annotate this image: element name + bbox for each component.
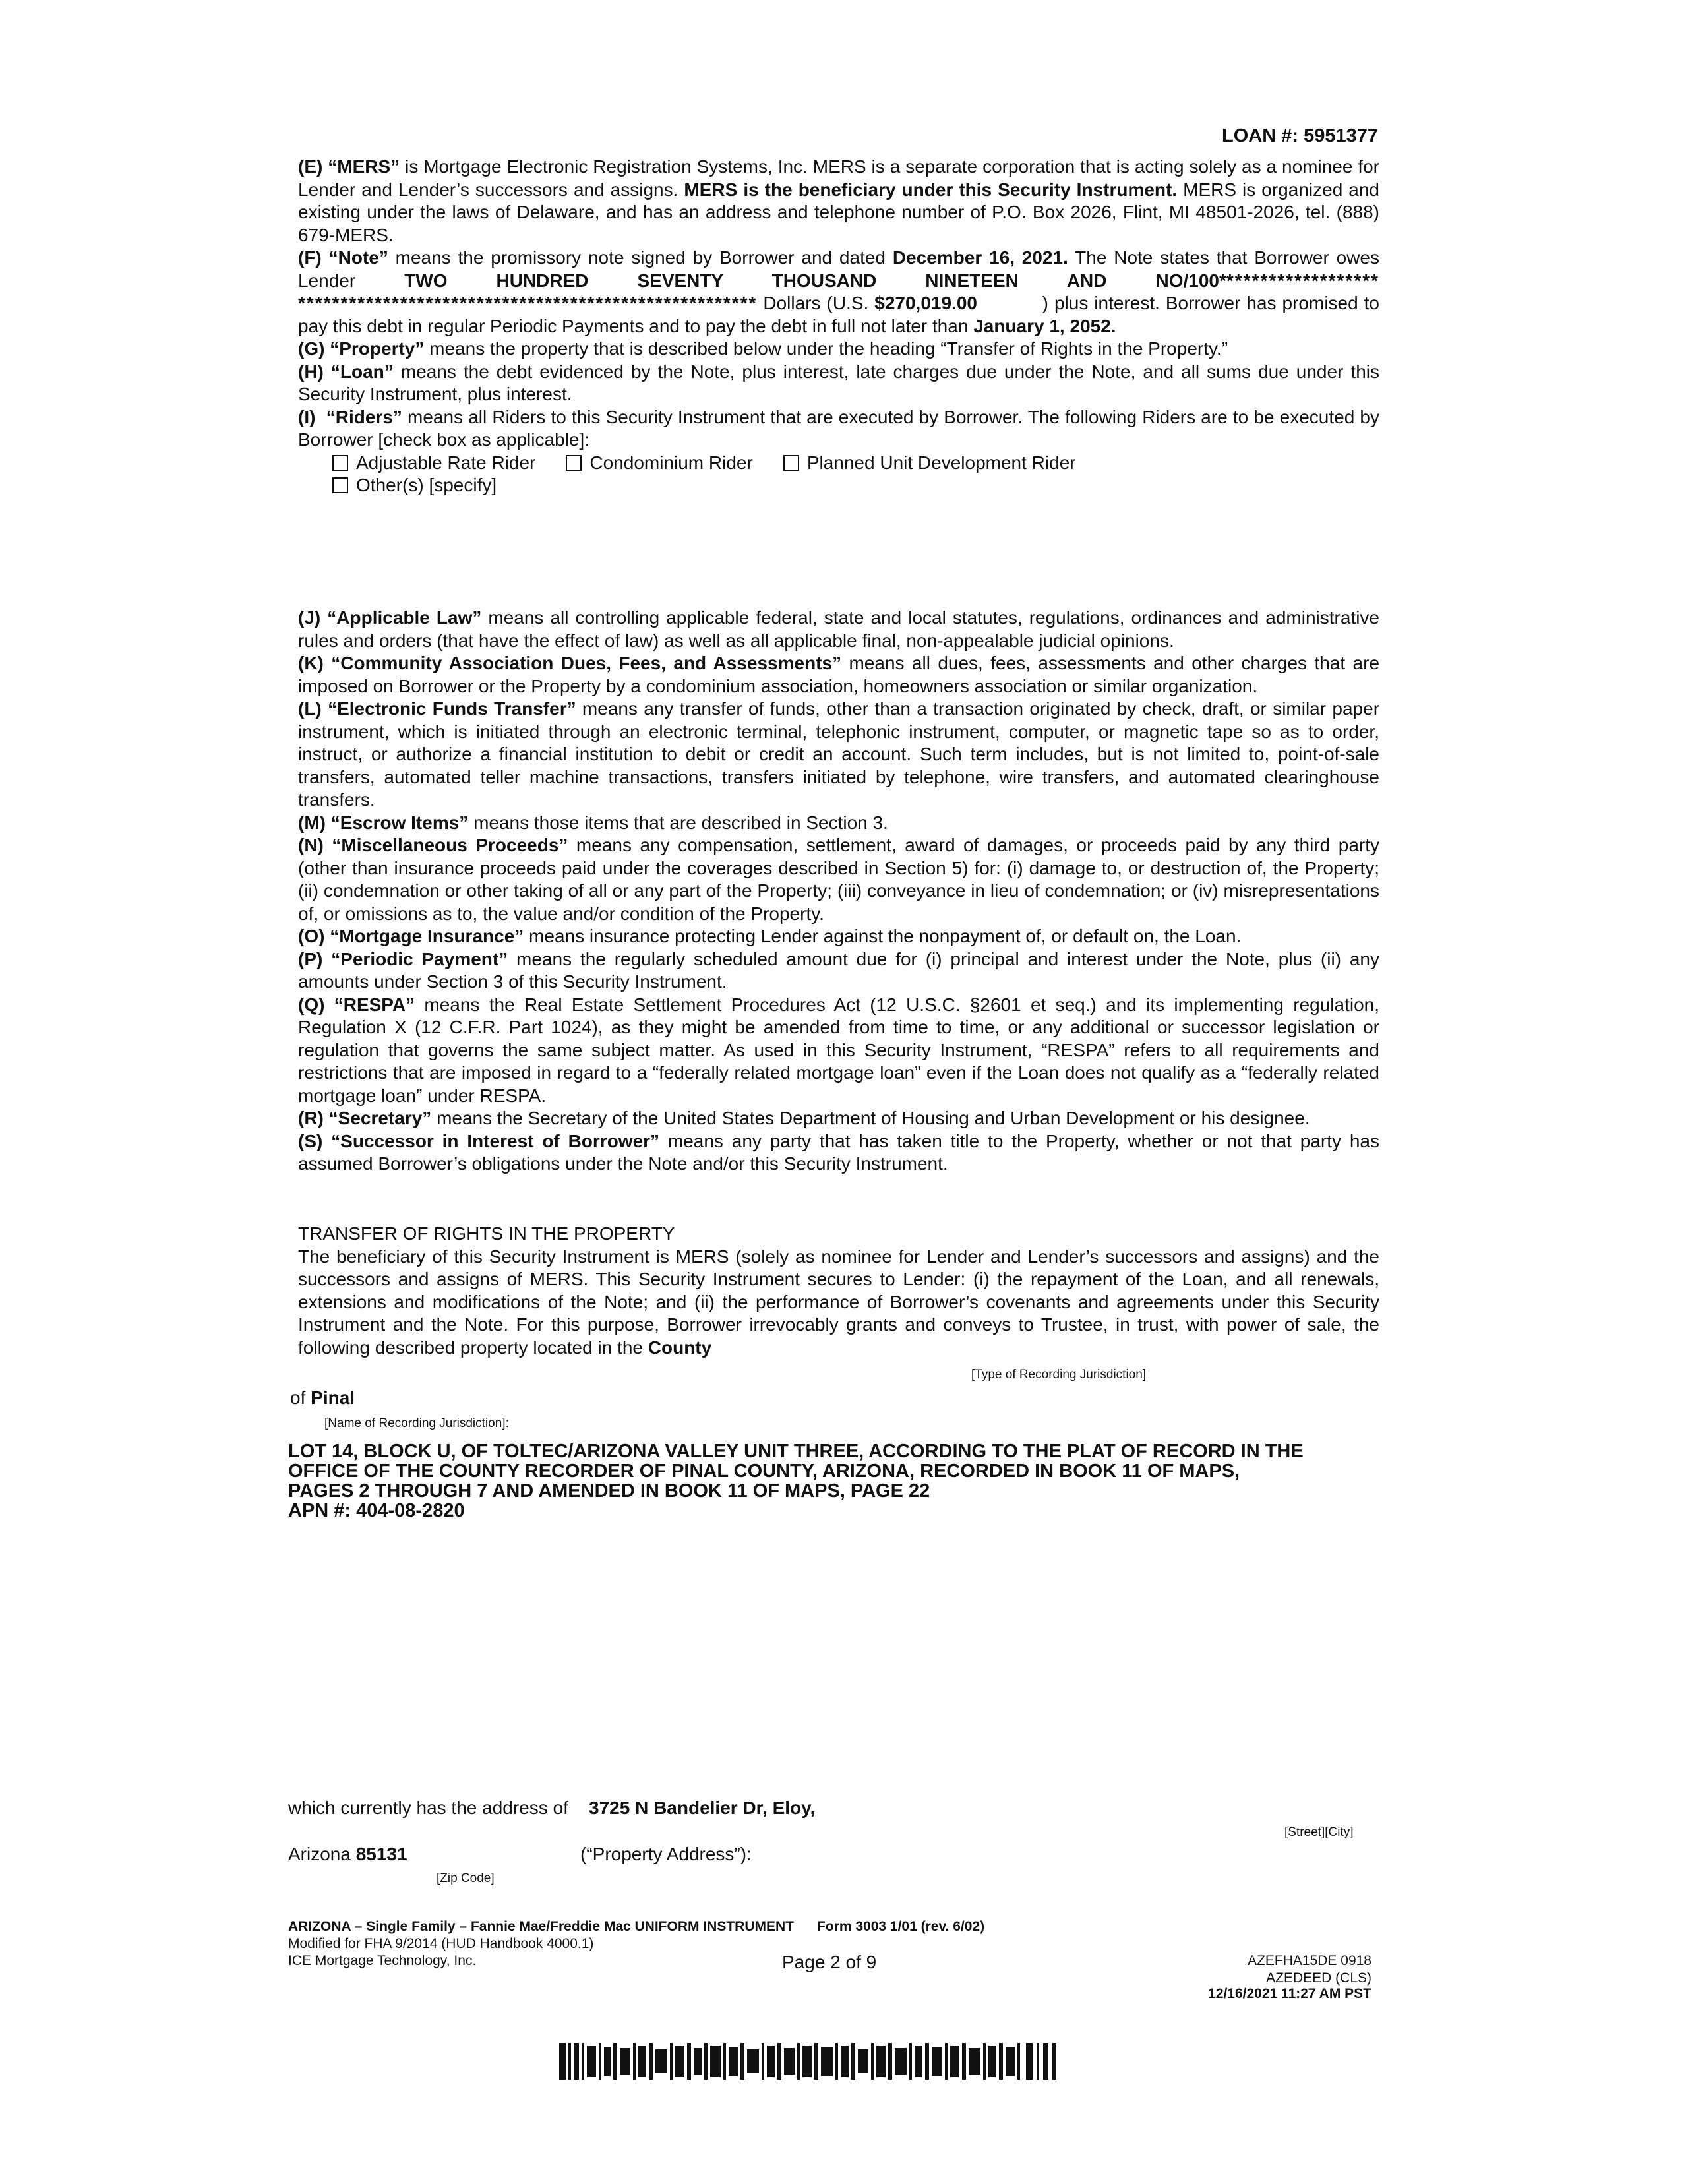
zip-code-caption: [Zip Code] (437, 1871, 495, 1885)
jurisdiction-name: Pinal (311, 1387, 355, 1408)
pud-checkbox[interactable] (783, 455, 799, 471)
footer-code-1: AZEFHA15DE 0918 (1248, 1953, 1372, 1968)
definition-g: (G) “Property” means the property that is described below under the heading “Transfer of Rights in the Property.” (298, 338, 1228, 359)
footer-code-2: AZEDEED (CLS) (1266, 1970, 1372, 1986)
jurisdiction-line: of Pinal (290, 1387, 355, 1408)
jurisdiction-name-caption: [Name of Recording Jurisdiction]: (324, 1416, 509, 1430)
form-number: Form 3003 1/01 (rev. 6/02) (817, 1919, 985, 1934)
loan-amount-words: TWO HUNDRED SEVENTY THOUSAND NINETEEN AND NO/100* (404, 270, 1226, 291)
footer-timestamp: 12/16/2021 11:27 AM PST (1208, 1986, 1372, 2001)
footer-line-3: ICE Mortgage Technology, Inc. (288, 1953, 477, 1968)
loan-number: LOAN #: 5951377 (1222, 125, 1378, 146)
rider-condominium: Condominium Rider (566, 452, 752, 475)
definition-q: (Q) “RESPA” means the Real Estate Settlement Procedures Act (12 U.S.C. §2601 et seq.) and its implementing regulation, Regulation X (12 C.F.R. Part 1024), as they might be amended from time to time, or any additional or successor legislation or regulation that governs the same subject matter. As used in this Security Instrument, “RESPA” refers to all requirements and restrictions that are imposed in regard to a “federally related mortgage loan” even if the Loan does not qualify as a “federally related mortgage loan” under RESPA. (298, 994, 1379, 1106)
definition-k: (K) “Community Association Dues, Fees, and Assessments” means all dues, fees, assessments and other charges that are imposed on Borrower or the Property by a condominium association, homeowners association or similar organization. (298, 653, 1380, 696)
loan-amount: $270,019.00 (874, 293, 977, 313)
definition-l: (L) “Electronic Funds Transfer” means any transfer of funds, other than a transaction originated by check, draft, or similar paper instrument, which is initiated through an electronic terminal, telephonic instrument, computer, or magnetic tape so as to order, instruct, or authorize a financial institution to debit or credit an account. Such term includes, but is not limited to, point-of-sale transfers, automated teller machine transactions, transfers initiated by telephone, wire transfers, and automated clearinghouse transfers. (298, 698, 1380, 810)
jurisdiction-type: County (648, 1337, 712, 1358)
street-city-caption: [Street][City] (1284, 1825, 1354, 1839)
definition-p: (P) “Periodic Payment” means the regularly scheduled amount due for (i) principal and interest under the Note, plus (ii) any amounts under Section 3 of this Security Instrument. (298, 948, 1379, 992)
note-date: December 16, 2021. (892, 247, 1068, 268)
definition-m: (M) “Escrow Items” means those items that are described in Section 3. (298, 812, 888, 833)
apn-number: APN #: 404-08-2820 (288, 1500, 465, 1521)
barcode-image (559, 2043, 1060, 2080)
property-address-label: (“Property Address”): (580, 1844, 752, 1864)
definition-e: (E) “MERS” is Mortgage Electronic Registration Systems, Inc. MERS is a separate corporation that is acting solely as a nominee for Lender and Lender’s successors and assigns. MERS is the beneficiary under this Security Instrument. MERS is organized and existing under the laws of Delaware, and has an address and telephone number of P.O. Box 2026, Flint, MI 48501-2026, tel. (888) 679-MERS. (298, 156, 1379, 245)
other-checkbox[interactable] (332, 477, 348, 493)
definition-f: (F) “Note” means the promissory note signed by Borrower and dated December 16, 2021. The Note states that Borrower owes Lender TWO HUNDRED SEVENTY THOUSAND NINETEEN AND NO/100******************* ****************************************************** Dollars (U.S. $270,019.00 ) plus interest. Borrower has promised to pay this debt in regular Periodic Payments and to pay the debt in full not later than January 1, 2052. (298, 247, 1380, 336)
rider-pud: Planned Unit Development Rider (783, 452, 1076, 475)
state-zip-line: Arizona 85131 (288, 1844, 407, 1864)
property-address-line: which currently has the address of 3725 N Bandelier Dr, Eloy, (288, 1798, 816, 1818)
zip-code: 85131 (355, 1844, 407, 1864)
legal-description: LOT 14, BLOCK U, OF TOLTEC/ARIZONA VALLEY UNIT THREE, ACCORDING TO THE PLAT OF RECORD IN THE OFFICE OF THE COUNTY RECORDER OF PINAL COUNTY, ARIZONA, RECORDED IN BOOK 11 OF MAPS, PAGES 2 THROUGH 7 AND AMENDED IN BOOK 11 OF MAPS, PAGE 22 APN #: 404-08-2820 (288, 1441, 1383, 1521)
transfer-heading: TRANSFER OF RIGHTS IN THE PROPERTY (298, 1223, 675, 1244)
rider-other-row (332, 474, 1379, 497)
maturity-date: January 1, 2052. (973, 315, 1116, 336)
definition-s: (S) “Successor in Interest of Borrower” means any party that has taken title to the Property, whether or not that party has assumed Borrower’s obligations under the Note and/or this Security Instrument. (298, 1130, 1380, 1174)
rider-other: Other(s) [specify] (332, 474, 497, 497)
rider-adjustable-rate: Adjustable Rate Rider (332, 452, 535, 475)
adjustable-rate-checkbox[interactable] (332, 455, 348, 471)
rider-options (332, 452, 1379, 475)
definition-j: (J) “Applicable Law” means all controlling applicable federal, state and local statutes, regulations, ordinances and administrative rules and orders (that have the effect of law) as well as all applicable final, non-appealable judicial opinions. (298, 607, 1380, 651)
definitions-block-2 (298, 607, 1379, 1176)
footer-line-1: ARIZONA – Single Family – Fannie Mae/Freddie Mac UNIFORM INSTRUMENT Form 3003 1/01 (rev. 6/02) (288, 1919, 985, 1934)
definition-o: (O) “Mortgage Insurance” means insurance protecting Lender against the nonpayment of, or default on, the Loan. (298, 926, 1242, 946)
definition-r: (R) “Secretary” means the Secretary of the United States Department of Housing and Urban Development or his designee. (298, 1108, 1310, 1128)
definition-i: (I) “Riders” means all Riders to this Security Instrument that are executed by Borrower. The following Riders are to be executed by Borrower [check box as applicable]: (298, 406, 1380, 450)
jurisdiction-type-caption: [Type of Recording Jurisdiction] (971, 1368, 1147, 1381)
street-city: 3725 N Bandelier Dr, Eloy, (589, 1798, 816, 1818)
footer-line-2: Modified for FHA 9/2014 (HUD Handbook 4000.1) (288, 1936, 594, 1951)
transfer-text: The beneficiary of this Security Instrument is MERS (solely as nominee for Lender and Lender’s successors and assigns) and the successors and assigns of MERS. This Security Instrument secures to Lender: (i) the repayment of the Loan, and all renewals, extensions and modifications of the Note; and (ii) the performance of Borrower’s covenants and agreements under this Security Instrument and the Note. For this purpose, Borrower irrevocably grants and conveys to Trustee, in trust, with power of sale, the following described property located in the County (298, 1246, 1379, 1358)
definition-h: (H) “Loan” means the debt evidenced by the Note, plus interest, late charges due under the Note, and all sums due under this Security Instrument, plus interest. (298, 361, 1379, 404)
condominium-checkbox[interactable] (566, 455, 582, 471)
transfer-of-rights (298, 1223, 1379, 1359)
definition-n: (N) “Miscellaneous Proceeds” means any compensation, settlement, award of damages, or proceeds paid by any third party (other than insurance proceeds paid under the coverages described in Section 5) for: (i) damage to, or destruction of, the Property; (ii) condemnation or other taking of all or any part of the Property; (iii) conveyance in lieu of condemnation; or (iv) misrepresentations of, or omissions as to, the value and/or condition of the Property. (298, 835, 1379, 924)
page-number: Page 2 of 9 (782, 1952, 877, 1972)
definitions-block-1 (298, 156, 1379, 497)
